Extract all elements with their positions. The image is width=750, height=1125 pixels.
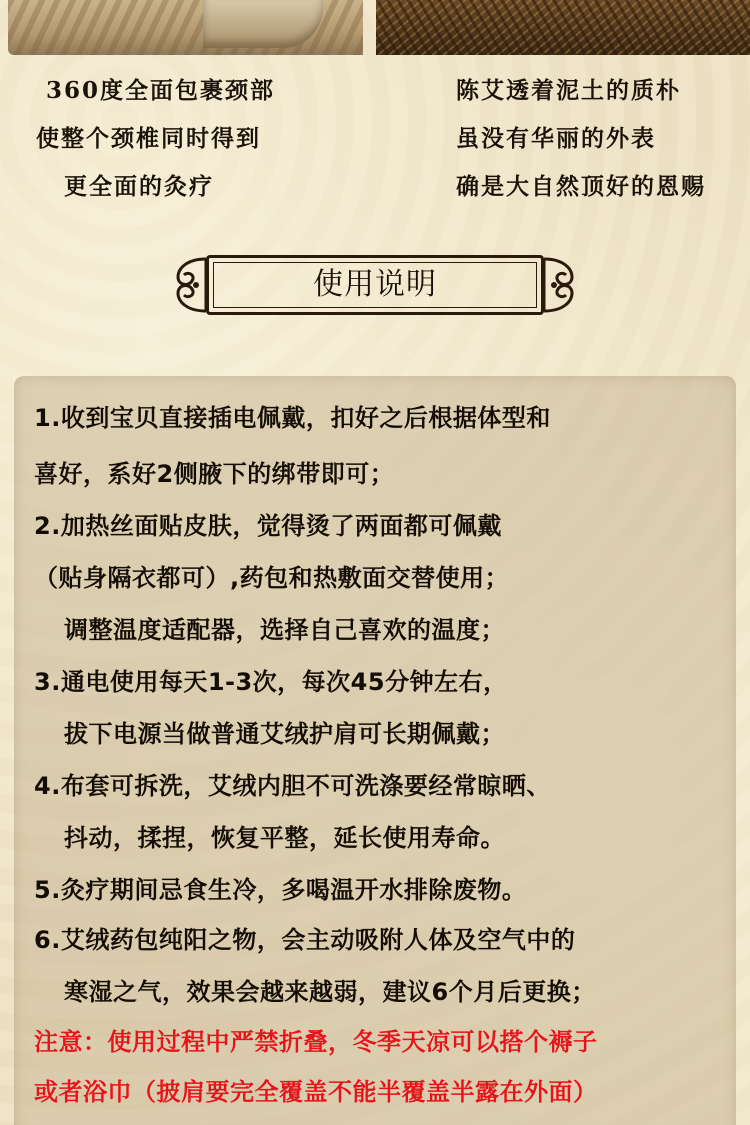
- left-caption-line-1: 360度全面包裹颈部: [46, 77, 276, 104]
- instruction-line: 寒湿之气，效果会越来越弱，建议6个月后更换；: [64, 978, 596, 1006]
- mugwort-texture-photo: [376, 0, 750, 55]
- section-title: 使用说明: [313, 267, 437, 302]
- warning-line: 注意：使用过程中严禁折叠，冬季天凉可以搭个褥子: [34, 1028, 598, 1056]
- right-caption-line-1: 陈艾透着泥土的质朴: [456, 77, 681, 104]
- instruction-line: （贴身隔衣都可）,药包和热敷面交替使用；: [34, 564, 510, 592]
- instruction-line: 抖动，揉捏，恢复平整，延长使用寿命。: [64, 824, 505, 852]
- instruction-line: 喜好，系好2侧腋下的绑带即可；: [34, 460, 395, 488]
- ornament-scroll-icon: [538, 253, 578, 317]
- right-caption-line-3: 确是大自然顶好的恩赐: [456, 173, 706, 200]
- left-caption-line-2: 使整个颈椎同时得到: [36, 125, 261, 152]
- instruction-line: 6.艾绒药包纯阳之物，会主动吸附人体及空气中的: [34, 926, 576, 954]
- instruction-line: 调整温度适配器，选择自己喜欢的温度；: [64, 616, 505, 644]
- instruction-line: 4.布套可拆洗，艾绒内胆不可洗涤要经常晾晒、: [34, 772, 551, 800]
- instruction-line: 拔下电源当做普通艾绒护肩可长期佩戴；: [64, 720, 505, 748]
- right-caption-line-2: 虽没有华丽的外表: [456, 125, 656, 152]
- instruction-line: 1.收到宝贝直接插电佩戴，扣好之后根据体型和: [34, 404, 551, 432]
- warning-line: 或者浴巾（披肩要完全覆盖不能半覆盖半露在外面）: [34, 1078, 598, 1106]
- section-title-banner: [168, 247, 582, 323]
- instruction-line: 3.通电使用每天1-3次，每次45分钟左右，: [34, 668, 508, 696]
- instruction-line: 5.灸疗期间忌食生冷，多喝温开水排除废物。: [34, 876, 527, 904]
- left-caption-line-3: 更全面的灸疗: [64, 173, 214, 200]
- neck-wrap-product-photo: [8, 0, 363, 55]
- instruction-line: 2.加热丝面贴皮肤，觉得烫了两面都可佩戴: [34, 512, 502, 540]
- neck-wrap-band: [203, 0, 323, 48]
